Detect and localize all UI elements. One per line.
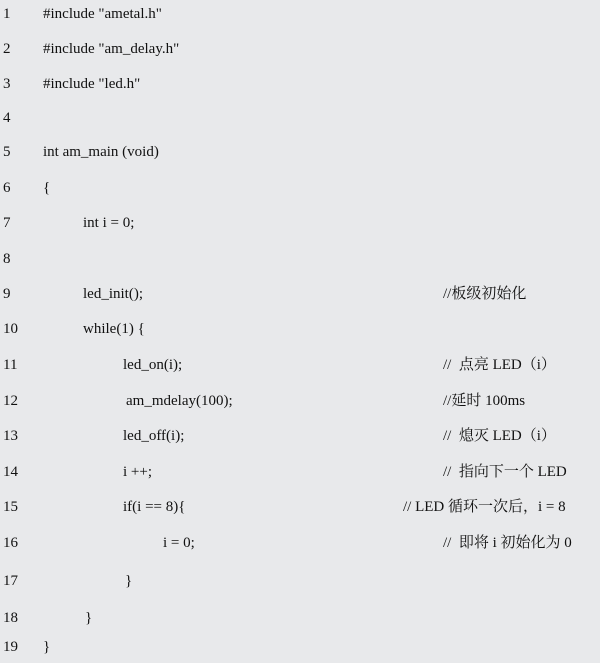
code-line-16 — [0, 532, 600, 554]
code-line-4 — [0, 107, 600, 129]
code-text: am_mdelay(100); — [126, 393, 233, 409]
line-number: 19 — [3, 639, 18, 655]
line-number: 15 — [3, 499, 18, 515]
code-comment: // 熄灭 LED（i） — [443, 428, 556, 444]
code-line-19 — [0, 636, 600, 658]
code-line-14 — [0, 461, 600, 483]
code-text: led_init(); — [83, 286, 143, 302]
code-comment: //板级初始化 — [443, 286, 527, 302]
line-number: 11 — [3, 357, 18, 373]
code-line-5 — [0, 141, 600, 163]
code-line-6 — [0, 177, 600, 199]
code-text: int i = 0; — [83, 215, 135, 231]
code-text: i ++; — [123, 464, 153, 480]
code-line-7 — [0, 212, 600, 234]
line-number: 3 — [3, 76, 11, 92]
code-line-15 — [0, 496, 600, 518]
code-text: } — [125, 573, 133, 589]
line-number: 12 — [3, 393, 18, 409]
line-number: 14 — [3, 464, 18, 480]
line-number: 1 — [3, 6, 11, 22]
code-line-17 — [0, 570, 600, 592]
code-line-9 — [0, 283, 600, 305]
line-number: 16 — [3, 535, 18, 551]
code-comment: //延时 100ms — [443, 393, 526, 409]
code-text: led_off(i); — [123, 428, 185, 444]
line-number: 13 — [3, 428, 18, 444]
code-text: } — [85, 610, 93, 626]
line-number: 10 — [3, 321, 18, 337]
line-number: 2 — [3, 41, 11, 57]
line-number: 17 — [3, 573, 18, 589]
code-text: #include "ametal.h" — [43, 6, 162, 22]
code-text: #include "led.h" — [43, 76, 141, 92]
code-line-13 — [0, 425, 600, 447]
code-comment: // 点亮 LED（i） — [443, 357, 556, 373]
code-comment: // 指向下一个 LED — [443, 464, 567, 480]
code-comment: // 即将 i 初始化为 0 — [443, 535, 572, 551]
code-line-10 — [0, 318, 600, 340]
code-text: while(1) { — [83, 321, 145, 337]
line-number: 8 — [3, 251, 11, 267]
code-text: if(i == 8){ — [123, 499, 186, 515]
line-number: 9 — [3, 286, 11, 302]
code-line-3 — [0, 73, 600, 95]
code-text: i = 0; — [163, 535, 195, 551]
code-text: led_on(i); — [123, 357, 183, 373]
code-text: #include "am_delay.h" — [43, 41, 180, 57]
line-number: 18 — [3, 610, 18, 626]
code-text: { — [43, 180, 51, 196]
code-text: } — [43, 639, 51, 655]
code-text: int am_main (void) — [43, 144, 159, 160]
code-line-2 — [0, 38, 600, 60]
code-line-1 — [0, 3, 600, 25]
code-line-18 — [0, 607, 600, 629]
line-number: 5 — [3, 144, 11, 160]
code-comment: // LED 循环一次后，i = 8 — [403, 499, 566, 515]
code-line-8 — [0, 248, 600, 270]
line-number: 7 — [3, 215, 11, 231]
line-number: 6 — [3, 180, 11, 196]
line-number: 4 — [3, 110, 11, 126]
code-line-11 — [0, 354, 600, 376]
code-line-12 — [0, 390, 600, 412]
